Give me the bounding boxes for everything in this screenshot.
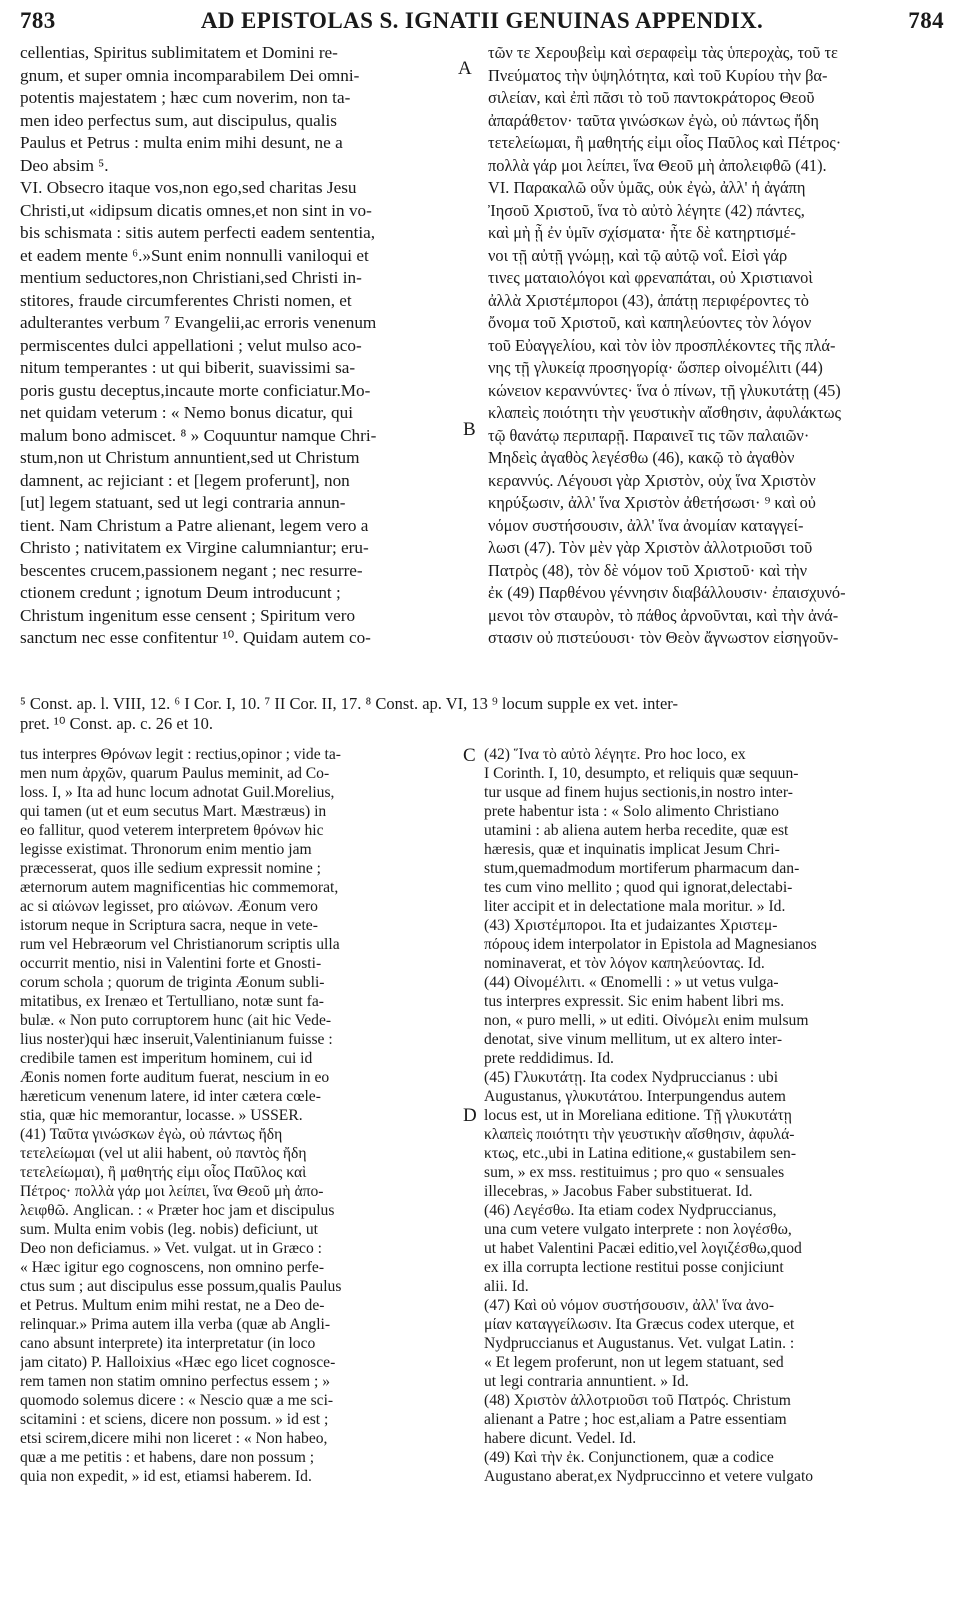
note-line: ex illa corrupta lectione restitui posse conjiciunt xyxy=(484,1259,784,1276)
note-line: stia, quæ hic memorantur, locasse. » USSER. xyxy=(20,1107,303,1124)
greek-text-line: τετελείωμαι, ἢ μαθητής εἰμι οἷος Παῦλος καὶ Πέτρος· xyxy=(488,133,842,152)
note-line: æternorum autem magnificentias hic commemorat, xyxy=(20,879,339,896)
note-line: sum, » ex mss. restituimus ; pro quo « sensuales xyxy=(484,1164,785,1181)
greek-text-line: ἀπαράθετον· ταῦτα γινώσκων ἐγὼ, οὐ πάντως ἤδη xyxy=(488,110,819,130)
greek-text-line: πολλὰ γάρ μοι λείπει, ἵνα Θεοῦ μὴ ἀπολειφθῶ (41). xyxy=(488,155,827,175)
greek-text-line: στασιν οὐ πιστεύουσι· τὸν Θεὸν ἄγνωστον εἰσηγοῦν- xyxy=(488,628,839,647)
note-line: τετελείωμαι (vel ut alii habent, οὐ παντὸς ἤδη xyxy=(20,1145,307,1162)
note-line: credibile tamen est imperitum hominem, cui id xyxy=(20,1050,313,1067)
note-line: una cum vetere vulgato interprete : non λογέσθω, xyxy=(484,1221,792,1238)
greek-text-line: λωσι (47). Τὸν μὲν γὰρ Χριστὸν ἀλλοτριοῦσι τοῦ xyxy=(488,538,813,557)
note-line: quæ a me petitis : et habens, dare non possum ; xyxy=(20,1449,315,1466)
latin-text-line: net quidam veterum : « Nemo bonus dicatur, qui xyxy=(20,403,353,422)
latin-text-line: Christi,ut «idipsum dicatis omnes,et non sint in vo- xyxy=(20,200,372,220)
note-line: denotat, sive vinum mellitum, ut ex altero inter- xyxy=(484,1031,783,1048)
note-line: eo fallitur, quod veterem interpretem θρόνων hic xyxy=(20,822,324,839)
latin-text-line: adulterantes verbum ⁷ Evangelii,ac erroris venenum xyxy=(20,313,377,332)
note-line: (45) Γλυκυτάτῃ. Ita codex Nydpruccianus : ubi xyxy=(484,1069,779,1086)
note-line: Augustano aberat,ex Nydpruccinno et vetere vulgato xyxy=(484,1468,814,1485)
section-marker-b: B xyxy=(463,419,476,440)
note-line: occurrit mentio, nisi in Valentini forte et Gnosti- xyxy=(20,955,322,972)
note-line: tur usque ad finem hujus sectionis,in nostro inter- xyxy=(484,784,793,801)
note-line: Deo non deficiamus. » Vet. vulgat. ut in Græco : xyxy=(20,1240,323,1257)
greek-text-line: ὄνομα τοῦ Χριστοῦ, καὶ καπηλεύοντες τὸν λόγον xyxy=(488,313,812,332)
page-number-right: 784 xyxy=(908,8,944,33)
note-line: alii. Id. xyxy=(484,1278,529,1295)
greek-text-line: Πνεύματος τὴν ὑψηλότητα, καὶ τοῦ Κυρίου τὴν βα- xyxy=(488,65,828,85)
latin-text-line: potentis majestatem ; hæc cum noverim, non ta- xyxy=(20,88,351,107)
note-line: utamini : ab aliena autem herba recedite, quæ est xyxy=(484,822,789,839)
greek-text-line: νοι τῇ αὐτῇ γνώμῃ, καὶ τῷ αὐτῷ νοΐ. Εἰσὶ γάρ xyxy=(488,245,788,265)
note-line: (41) Ταῦτα γινώσκων ἐγὼ, οὐ πάντως ἤδη xyxy=(20,1126,283,1143)
note-line: quia non expedit, » id est, etiamsi haberem. Id. xyxy=(20,1468,312,1485)
notes-column-right xyxy=(484,745,944,1486)
note-line: Nydpruccianus et Augustanus. Vet. vulgat Latin. : xyxy=(484,1335,795,1352)
note-line: sum. Multa enim vobis (leg. nobis) deficiunt, ut xyxy=(20,1221,318,1238)
note-line: I Corinth. I, 10, desumpto, et reliquis quæ sequun- xyxy=(484,765,799,782)
footnotes xyxy=(20,694,950,734)
note-line: corum schola ; quorum de triginta Æonum subli- xyxy=(20,974,325,991)
note-line: rem tamen non statim omnino perfectus essem ; » xyxy=(20,1373,331,1390)
latin-text-line: stum,non ut Christum annuntient,sed ut Christum xyxy=(20,448,360,467)
note-line: πόρους idem interpolator in Epistola ad Magnesianos xyxy=(484,936,817,953)
note-line: legisse existimat. Thronorum enim mentio jam xyxy=(20,841,312,858)
latin-text-line: bescentes crucem,passionem negant ; nec resurre- xyxy=(20,560,363,580)
greek-text-line: μενοι τὸν σταυρὸν, τὸ πάθος ἀρνοῦνται, καὶ τὴν ἀνά- xyxy=(488,605,839,625)
note-line: tus interpres expressit. Sic enim habent libri ms. xyxy=(484,993,785,1010)
latin-text-column xyxy=(20,42,455,650)
note-line: tus interpres Θρόνων legit : rectius,opinor ; vide ta- xyxy=(20,746,341,763)
greek-text-line: κηρύξωσιν, ἀλλ' ἵνα Χριστὸν ἀθετήσωσι· ⁹ καὶ οὐ xyxy=(488,493,816,512)
note-line: (48) Χριστὸν ἀλλοτριοῦσι τοῦ Πατρός. Christum xyxy=(484,1392,791,1409)
note-line: ctus sum ; aut discipulus esse possum,qualis Paulus xyxy=(20,1278,342,1295)
greek-text-column xyxy=(488,42,950,650)
note-line: men num ἀρχῶν, quarum Paulus meminit, ad Co- xyxy=(20,765,330,782)
latin-text-line: tient. Nam Christum a Patre alienant, legem vero a xyxy=(20,515,369,535)
note-line: scitamini : et sciens, dicere non possum. » id est ; xyxy=(20,1411,329,1428)
greek-text-line: τοῦ Εὐαγγελίου, καὶ τὸν ἰὸν προσπλέκοντες τῆς πλά- xyxy=(488,335,836,355)
note-line: tes cum vino mellito ; quod qui ignorat,delectabi- xyxy=(484,879,793,896)
note-line: (49) Καὶ τὴν ἐκ. Conjunctionem, quæ a codice xyxy=(484,1449,774,1466)
greek-text-line: κώνειον κεραννύντες· ἵνα ὁ πίνων, τῇ γλυκυτάτῃ (45) xyxy=(488,380,841,400)
greek-text-line: κλαπεὶς ποιότητι τὴν γευστικὴν αἴσθησιν, ἀφυλάκτως xyxy=(488,403,842,422)
note-line: non, « puro melli, » ut editi. Οἰνόμελι enim mulsum xyxy=(484,1012,809,1029)
section-marker-a: A xyxy=(458,58,472,79)
greek-text-line: ἐκ (49) Παρθένου γέννησιν διαβάλλουσιν· ἐπαισχυνό- xyxy=(488,583,846,602)
greek-text-line: Πατρὸς (48), τὸν δὲ νόμον τοῦ Χριστοῦ· καὶ τὴν xyxy=(488,560,808,580)
page-header xyxy=(20,8,944,38)
note-line: ac si αἰώνων legisset, pro αἰώνων. Æonum vero xyxy=(20,898,318,915)
latin-text-line: Deo absim ⁵. xyxy=(20,155,109,175)
note-line: λειφθῶ. Anglican. : « Præter hoc jam et discipulus xyxy=(20,1202,335,1219)
note-line: (43) Χριστέμποροι. Ita et judaizantes Χριστεμ- xyxy=(484,917,778,934)
greek-text-line: νης τῇ γλυκείᾳ προσηγορίᾳ· ὥσπερ οἰνομέλιτι (44) xyxy=(488,358,823,377)
notes-column-left xyxy=(20,745,460,1486)
note-line: lius noster)qui hæc inseruit,Valentinianum fuisse : xyxy=(20,1031,333,1048)
note-line: relinquar.» Prima autem illa verba (quæ ab Angli- xyxy=(20,1316,331,1333)
note-line: (42) Ἵνα τὸ αὐτὸ λέγητε. Pro hoc loco, ex xyxy=(484,746,746,763)
latin-text-line: ctionem credunt ; ignotum Deum introducunt ; xyxy=(20,583,341,602)
note-line: alienant a Patre ; hoc est,aliam a Patre essentiam xyxy=(484,1411,787,1428)
greek-text-line: Ἰησοῦ Χριστοῦ, ἵνα τὸ αὐτὸ λέγητε (42) πάντες, xyxy=(488,200,805,220)
note-line: (47) Καὶ οὐ νόμον συστήσουσιν, ἀλλ' ἵνα ἀνο- xyxy=(484,1297,775,1314)
note-line: et Petrus. Multum enim mihi restat, ne a Deo de- xyxy=(20,1297,325,1314)
note-line: « Hæc igitur ego cognoscens, non omnino perfe- xyxy=(20,1259,325,1276)
note-line: locus est, ut in Moreliana editione. Τῇ γλυκυτάτῃ xyxy=(484,1107,792,1124)
greek-text-line: νόμον συστήσουσιν, ἀλλ' ἵνα ἀνομίαν καταγγεί- xyxy=(488,515,804,535)
note-line: illecebras, » Jacobus Faber substituerat. Id. xyxy=(484,1183,753,1200)
note-line: μίαν καταγγείλωσιν. Ita Græcus codex uterque, et xyxy=(484,1316,795,1333)
note-line: quomodo solemus dicere : « Nescio quæ a me sci- xyxy=(20,1392,334,1409)
note-line: κτως, etc.,ubi in Latina editione,« gustabilem sen- xyxy=(484,1145,797,1162)
latin-text-line: mentium seductores,non Christiani,sed Christi in- xyxy=(20,268,362,287)
greek-text-line: σιλείαν, καὶ ἐπὶ πᾶσι τὸ τοῦ παντοκράτορος Θεοῦ xyxy=(488,88,815,107)
latin-text-line: men ideo perfectus sum, aut discipulus, qualis xyxy=(20,110,337,130)
note-line: κλαπεὶς ποιότητι τὴν γευστικὴν αἴσθησιν, ἀφυλά- xyxy=(484,1126,795,1143)
greek-text-line: τῷ θανάτῳ περιπαρῇ. Παραινεῖ τις τῶν παλαιῶν· xyxy=(488,425,810,445)
note-line: hæresis, quæ et inquinatis implicat Jesum Chri- xyxy=(484,841,780,858)
latin-text-line: nitum temperantes : ut qui biberit, suavissimi sa- xyxy=(20,358,356,377)
note-line: etsi scirem,dicere mihi non liceret : « Non habeo, xyxy=(20,1430,328,1447)
note-line: τετελείωμαι), ἢ μαθητής εἰμι οἷος Παῦλος καὶ xyxy=(20,1164,307,1181)
note-line: habere dicunt. Vedel. Id. xyxy=(484,1430,637,1447)
note-line: stum,quemadmodum mortiferum pharmacum dan- xyxy=(484,860,800,877)
note-line: nominaverat, et τὸν λόγον καπηλεύοντας. Id. xyxy=(484,955,765,972)
latin-text-line: Paulus et Petrus : multa enim mihi desunt, ne a xyxy=(20,133,343,152)
note-line: hæreticum venenum latere, id inter cætera cœle- xyxy=(20,1088,321,1105)
running-title: AD EPISTOLAS S. IGNATII GENUINAS APPENDIX. xyxy=(200,8,764,33)
note-line: « Et legem proferunt, non ut legem statuant, sed xyxy=(484,1354,784,1371)
greek-text-line: καὶ μὴ ᾖ ἐν ὑμῖν σχίσματα· ἦτε δὲ κατηρτισμέ- xyxy=(488,223,796,242)
note-line: cano absunt interprete) ita interpretatur (in loco xyxy=(20,1335,316,1352)
note-line: mitatibus, ex Irenæo et Tertulliano, notæ sunt fa- xyxy=(20,993,324,1010)
note-line: præcesserat, quos ille sedium expressit nomine ; xyxy=(20,860,321,877)
latin-text-line: Christo ; nativitatem ex Virgine calumniantur; eru- xyxy=(20,538,369,557)
note-line: ut habet Valentini Pacæi editio,vel λογιζέσθω,quod xyxy=(484,1240,802,1257)
latin-text-line: malum bono admiscet. ⁸ » Coquuntur namque Chri- xyxy=(20,425,377,445)
latin-text-line: stitores, fraude circumferentes Christi nomen, et xyxy=(20,290,352,310)
footnote-line: ⁵ Const. ap. l. VIII, 12. ⁶ I Cor. I, 10. ⁷ II Cor. II, 17. ⁸ Const. ap. VI, 13 ⁹ locum supple ex vet. inter- xyxy=(20,694,678,713)
latin-text-line: cellentias, Spiritus sublimitatem et Domini re- xyxy=(20,43,338,62)
note-line: Πέτρος· πολλὰ γάρ μοι λείπει, ἵνα Θεοῦ μὴ ἀπο- xyxy=(20,1183,324,1200)
note-line: Augustanus, γλυκυτάτου. Interpungendus autem xyxy=(484,1088,786,1105)
latin-text-line: poris gustu deceptus,incaute morte conficiatur.Mo- xyxy=(20,380,371,400)
latin-text-line: permiscentes dulci appellationi ; velut mulso aco- xyxy=(20,335,362,355)
greek-text-line: ἀλλὰ Χριστέμποροι (43), ἀπάτῃ περιφέροντες τὸ xyxy=(488,290,809,310)
note-line: rum vel Hebræorum vel Christianorum scriptis ulla xyxy=(20,936,340,953)
footnote-line: pret. ¹⁰ Const. ap. c. 26 et 10. xyxy=(20,714,214,733)
note-line: liter accipit et in delectatione mala moritur. » Id. xyxy=(484,898,786,915)
latin-text-line: damnent, ac rejiciant : et [legem proferunt], non xyxy=(20,470,350,490)
note-line: jam citato) P. Halloixius «Hæc ego licet cognosce- xyxy=(20,1354,336,1371)
note-line: Æonis nomen forte auditum fuerat, nescium in eo xyxy=(20,1069,330,1086)
greek-text-line: κεραννύς. Λέγουσι γὰρ Χριστὸν, οὐχ ἵνα Χριστὸν xyxy=(488,470,816,490)
note-line: ut legi contraria annuntient. » Id. xyxy=(484,1373,689,1390)
latin-text-line: et eadem mente ⁶.»Sunt enim nonnulli vaniloqui et xyxy=(20,245,369,265)
latin-text-line: [ut] legem statuant, sed ut legi contraria annun- xyxy=(20,493,346,512)
latin-text-line: VI. Obsecro itaque vos,non ego,sed charitas Jesu xyxy=(20,178,357,197)
note-line: (46) Λεγέσθω. Ita etiam codex Nydpruccianus, xyxy=(484,1202,777,1219)
note-line: bulæ. « Non puto corruptorem hunc (ait hic Vede- xyxy=(20,1012,332,1029)
note-line: loss. I, » Ita ad hunc locum adnotat Guil.Morelius, xyxy=(20,784,335,801)
note-line: prete habentur ista : « Solo alimento Christiano xyxy=(484,803,779,820)
latin-text-line: gnum, et super omnia incomparabilem Dei omni- xyxy=(20,65,360,85)
latin-text-line: bis schismata : sitis autem perfecti eadem sententia, xyxy=(20,223,376,242)
latin-text-line: Christum ingenitum esse censent ; Spiritum vero xyxy=(20,605,356,625)
note-line: prete reddidimus. Id. xyxy=(484,1050,614,1067)
note-line: qui tamen (ut et eum secutus Mart. Mæstræus) in xyxy=(20,803,327,820)
note-line: istorum neque in Scriptura sacra, neque in vete- xyxy=(20,917,318,934)
section-marker-c: C xyxy=(463,745,476,766)
greek-text-line: τινες ματαιολόγοι καὶ φρεναπάται, οὐ Χριστιανοὶ xyxy=(488,268,813,287)
greek-text-line: Μηδεὶς ἀγαθὸς λεγέσθω (46), κακῷ τὸ ἀγαθὸν xyxy=(488,448,795,467)
section-marker-d: D xyxy=(463,1105,477,1126)
page-number-left: 783 xyxy=(20,8,56,33)
latin-text-line: sanctum nec esse confitentur ¹⁰. Quidam autem co- xyxy=(20,628,371,647)
note-line: (44) Οἰνομέλιτι. « Œnomelli : » ut vetus vulga- xyxy=(484,974,779,991)
greek-text-line: VI. Παρακαλῶ οὖν ὑμᾶς, οὐκ ἐγὼ, ἀλλ' ἡ ἀγάπη xyxy=(488,178,806,197)
greek-text-line: τῶν τε Χερουβεὶμ καὶ σεραφεὶμ τὰς ὑπεροχὰς, τοῦ τε xyxy=(488,43,838,62)
